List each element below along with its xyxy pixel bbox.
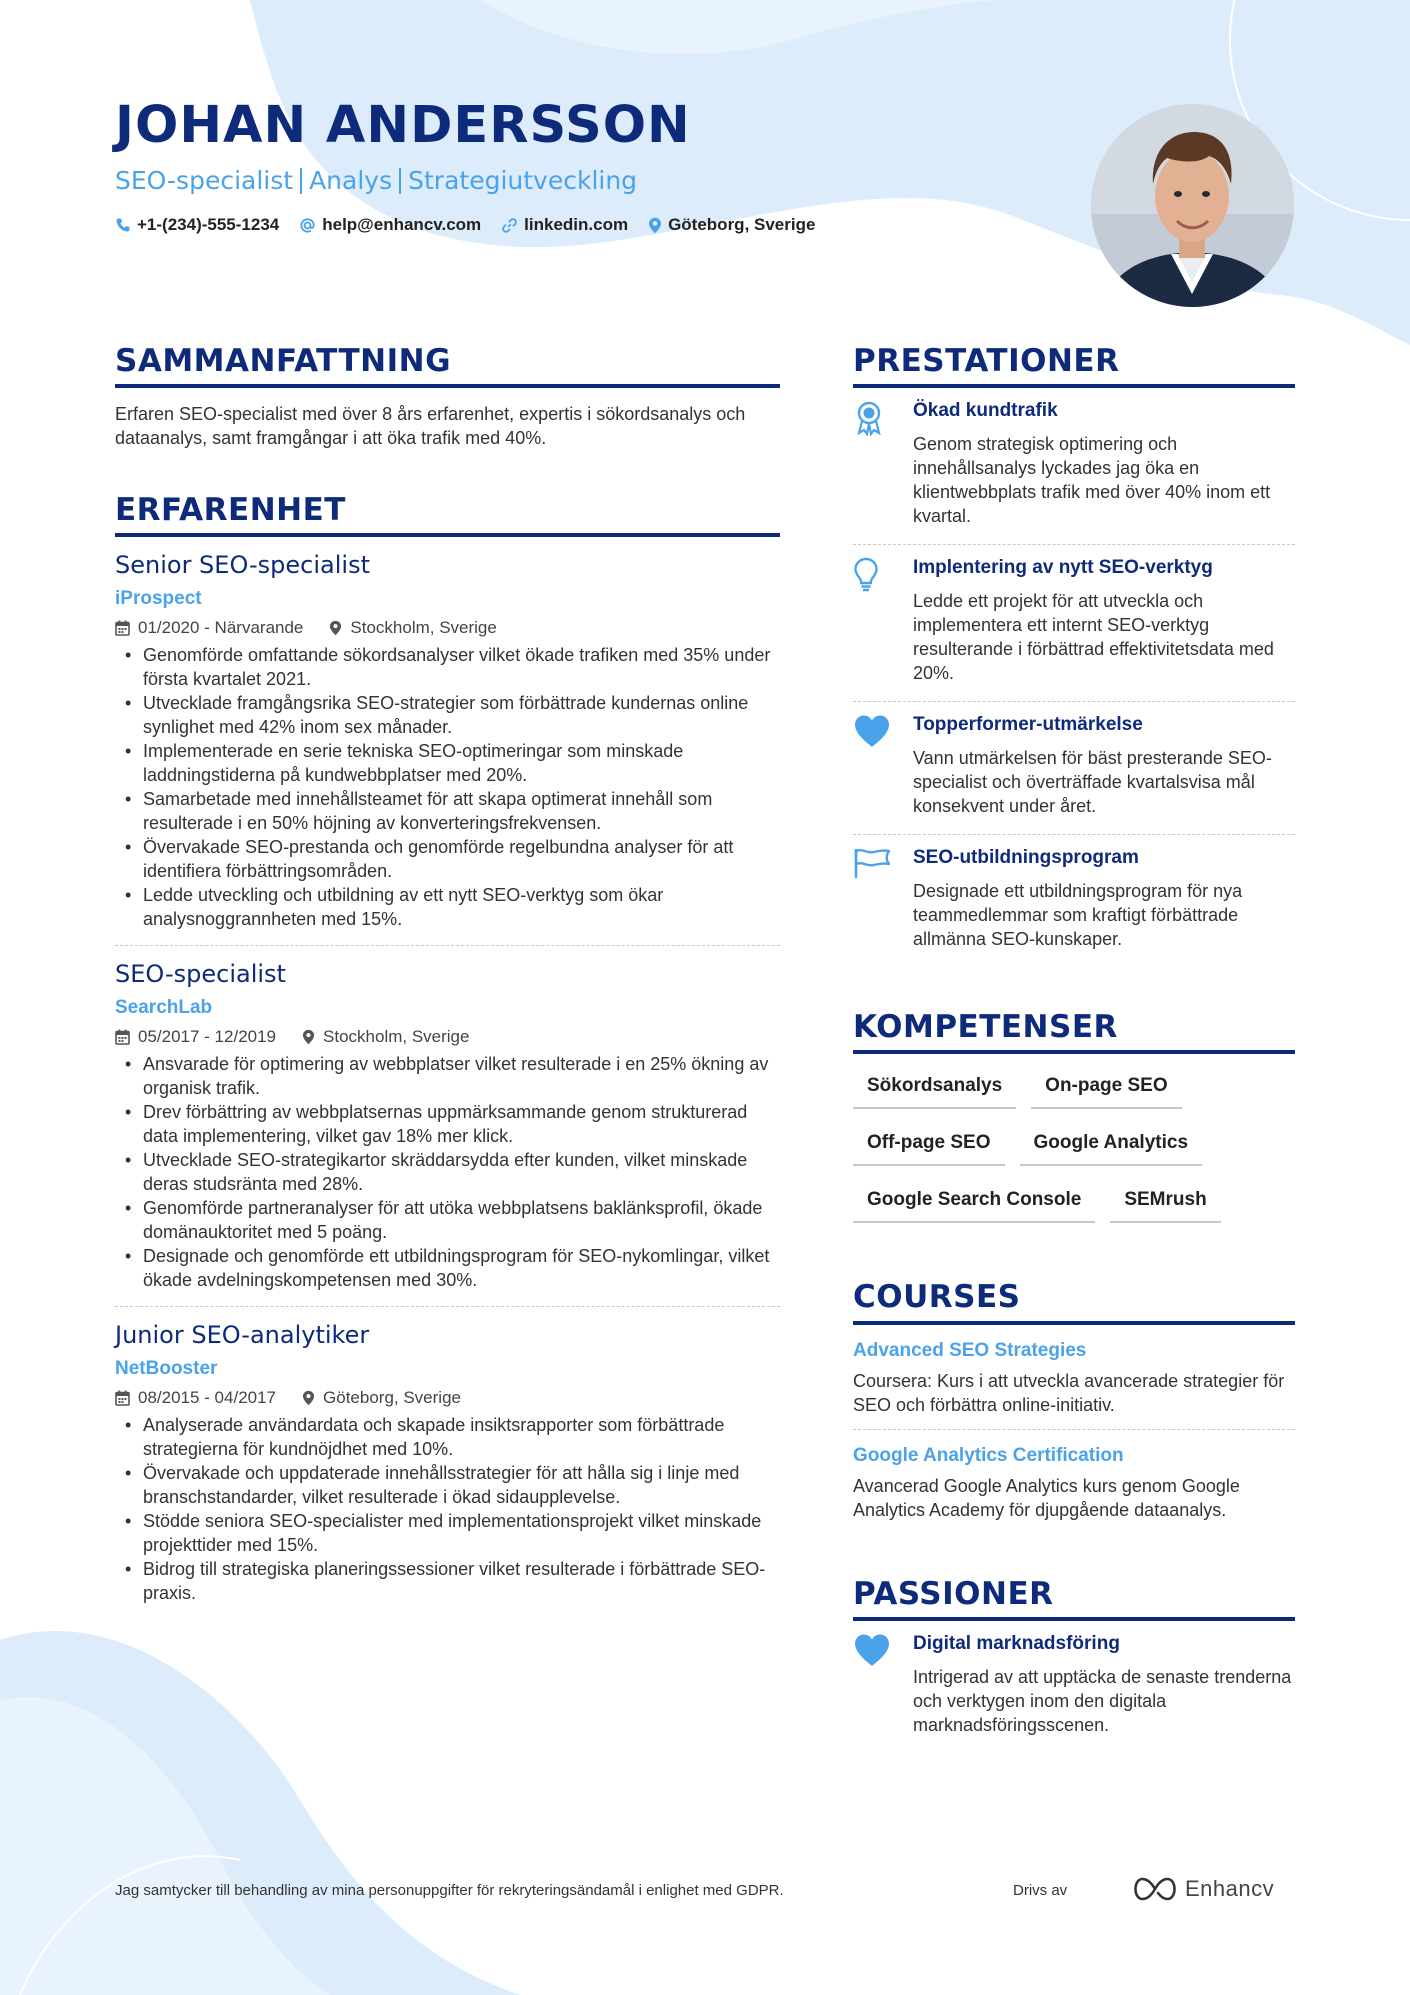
headline	[115, 166, 1065, 195]
date-range: 05/2017 - 12/2019	[138, 1027, 277, 1047]
achievement-icon-wrap	[853, 555, 913, 685]
skill-tag: Off-page SEO	[853, 1123, 1005, 1166]
profile-photo	[1091, 104, 1294, 307]
bullet-item: • Stödde seniora SEO-specialister med implementationsprojekt vilket minskade projekttider med 15%.	[115, 1509, 780, 1557]
candidate-name: JOHAN ANDERSSON	[115, 96, 691, 155]
resume-header	[115, 98, 1065, 235]
passion-item	[853, 1621, 1295, 1753]
location-pin-icon	[329, 620, 342, 636]
company-name: SearchLab	[115, 997, 213, 1019]
email-address: help@enhancv.com	[322, 215, 482, 235]
summary-text: Erfaren SEO-specialist med över 8 års erfarenhet, expertis i sökordsanalys och dataanalys, samt framgångar i att öka trafik med 40%.	[115, 404, 746, 449]
contact-email[interactable]	[299, 215, 481, 235]
job-bullets	[115, 643, 780, 931]
passion-text: Intrigerad av att upptäcka de senaste trenderna och verktygen inom den digitala marknadsföringsscenen.	[913, 1666, 1292, 1735]
calendar-icon	[115, 1029, 130, 1045]
job-location	[302, 1387, 461, 1409]
course-text: Coursera: Kurs i att utveckla avancerade strategier för SEO och förbättra online-initiativ.	[853, 1370, 1285, 1415]
phone-number: +1-(234)-555-1234	[137, 215, 280, 235]
achievement-title: Ökad kundtrafik	[913, 400, 1058, 422]
bullet-item: • Övervakade och uppdaterade innehållsstrategier för att hålla sig i linje med branschstandarder, vilket resulterade i ökad sidaupplevelse.	[115, 1461, 780, 1509]
heart-icon	[853, 1633, 891, 1667]
bullet-item: • Designade och genomförde ett utbildningsprogram för SEO-nykomlingar, vilket ökade avdelningskompetensen med 30%.	[115, 1244, 780, 1292]
achievement-content	[913, 398, 1295, 528]
calendar-icon	[115, 1390, 130, 1406]
courses-section	[853, 1279, 1295, 1533]
job-meta	[115, 617, 780, 639]
achievement-item	[853, 545, 1295, 702]
achievement-text: Designade ett utbildningsprogram för nya teammedlemmar som kraftigt förbättrade allmänna SEO-kunskaper.	[913, 881, 1243, 950]
job-meta	[115, 1026, 780, 1048]
job-bullets	[115, 1413, 780, 1605]
skill-tag: Google Search Console	[853, 1180, 1095, 1223]
skill-tag: Sökordsanalys	[853, 1066, 1016, 1109]
calendar-icon	[115, 620, 130, 636]
bullet-item: • Ledde utveckling och utbildning av ett nytt SEO-verktyg som ökar analysnoggrannheten med 15%.	[115, 883, 780, 931]
skills-heading: KOMPETENSER	[853, 1009, 1295, 1054]
job-meta	[115, 1387, 780, 1409]
location-text: Stockholm, Sverige	[323, 1027, 470, 1047]
right-column	[853, 343, 1295, 1795]
achievement-text: Ledde ett projekt för att utveckla och implementera ett internt SEO-verktyg resulterande i förbättrad effektivitetsdata med 20%.	[913, 591, 1274, 684]
passions-heading: PASSIONER	[853, 1576, 1295, 1621]
skill-tag: Google Analytics	[1020, 1123, 1203, 1166]
achievement-icon-wrap	[853, 712, 913, 818]
achievement-content	[913, 845, 1295, 951]
contact-phone[interactable]	[115, 215, 279, 235]
left-column	[115, 343, 780, 1619]
summary-section	[115, 343, 780, 450]
job-entry	[115, 549, 780, 946]
achievements-heading: PRESTATIONER	[853, 343, 1295, 388]
bullet-item: • Analyserade användardata och skapade insiktsrapporter som förbättrade strategierna för kundnöjdhet med 10%.	[115, 1413, 780, 1461]
achievement-item	[853, 835, 1295, 967]
headline-role: Analys	[309, 166, 393, 196]
skills-list	[853, 1066, 1295, 1237]
link-icon	[501, 217, 518, 234]
job-title: Senior SEO-specialist	[115, 551, 370, 580]
at-sign-icon	[299, 217, 316, 234]
contact-linkedin[interactable]	[501, 215, 628, 235]
contact-info	[115, 215, 1065, 235]
achievement-title: SEO-utbildningsprogram	[913, 847, 1139, 869]
achievement-text: Genom strategisk optimering och innehållsanalys lyckades jag öka en klientwebbplats trafik med över 40% inom ett kvartal.	[913, 434, 1271, 527]
company-name: NetBooster	[115, 1358, 218, 1380]
job-bullets	[115, 1052, 780, 1292]
job-title: SEO-specialist	[115, 960, 286, 989]
achievement-title: Implentering av nytt SEO-verktyg	[913, 557, 1213, 579]
courses-heading: COURSES	[853, 1279, 1295, 1324]
powered-by-label: Drivs av	[1013, 1882, 1068, 1899]
portrait-image	[1091, 104, 1294, 307]
course-title: Google Analytics Certification	[853, 1444, 1124, 1466]
company-name: iProspect	[115, 588, 202, 610]
infinity-logo-icon	[1133, 1876, 1177, 1902]
bullet-item: • Genomförde omfattande sökordsanalyser vilket ökade trafiken med 35% under första kvartalet 2021.	[115, 643, 780, 691]
location-pin-icon	[648, 217, 662, 234]
headline-separator	[399, 168, 401, 194]
job-dates	[115, 1387, 276, 1409]
job-entry	[115, 1319, 780, 1619]
skills-section	[853, 1009, 1295, 1237]
bullet-item: • Utvecklade SEO-strategikartor skräddarsydda efter kunden, vilket minskade deras studsränta med 28%.	[115, 1148, 780, 1196]
achievement-title: Topperformer-utmärkelse	[913, 714, 1143, 736]
date-range: 01/2020 - Närvarande	[138, 618, 304, 638]
gdpr-consent-text: Jag samtycker till behandling av mina personuppgifter för rekryteringsändamål i enlighet med GDPR.	[115, 1882, 784, 1899]
course-item	[853, 1430, 1295, 1534]
job-dates	[115, 617, 303, 639]
heart-icon	[853, 714, 891, 748]
phone-icon	[115, 217, 131, 233]
passions-section	[853, 1576, 1295, 1753]
contact-location	[648, 215, 815, 235]
passion-title: Digital marknadsföring	[913, 1632, 1120, 1654]
location-text: Göteborg, Sverige	[668, 215, 816, 235]
achievement-item	[853, 388, 1295, 545]
date-range: 08/2015 - 04/2017	[138, 1388, 277, 1408]
linkedin-url: linkedin.com	[524, 215, 629, 235]
experience-heading: ERFARENHET	[115, 492, 780, 537]
footer	[115, 1876, 1295, 1901]
passion-icon-wrap	[853, 1631, 913, 1737]
skill-tag: On-page SEO	[1031, 1066, 1181, 1109]
bullet-item: • Ansvarade för optimering av webbplatser vilket resulterade i en 25% ökning av organisk trafik.	[115, 1052, 780, 1100]
achievement-icon-wrap	[853, 845, 913, 951]
achievement-content	[913, 555, 1295, 685]
bullet-item: • Implementerade en serie tekniska SEO-optimeringar som minskade laddningstiderna på kundwebbplatser med 20%.	[115, 739, 780, 787]
bullet-item: • Utvecklade framgångsrika SEO-strategier som förbättrade kundernas online synlighet med 42% inom sex månader.	[115, 691, 780, 739]
achievement-icon-wrap	[853, 398, 913, 528]
headline-separator	[300, 168, 302, 194]
job-location	[329, 617, 496, 639]
bullet-item: • Drev förbättring av webbplatsernas uppmärksammande genom strukturerad data implementering, vilket gav 18% mer klick.	[115, 1100, 780, 1148]
achievements-section	[853, 343, 1295, 967]
skill-tag: SEMrush	[1110, 1180, 1220, 1223]
achievement-content	[913, 712, 1295, 818]
bullet-item: • Samarbetade med innehållsteamet för att skapa optimerat innehåll som resulterade i en 50% höjning av konverteringsfrekvensen.	[115, 787, 780, 835]
lightbulb-icon	[853, 557, 879, 593]
experience-section	[115, 492, 780, 1619]
achievement-item	[853, 702, 1295, 835]
job-location	[302, 1026, 469, 1048]
location-text: Göteborg, Sverige	[323, 1388, 461, 1408]
bullet-item: • Övervakade SEO-prestanda och genomförde regelbundna analyser för att identifiera förbättringsområden.	[115, 835, 780, 883]
course-text: Avancerad Google Analytics kurs genom Google Analytics Academy för djupgående dataanalys.	[853, 1475, 1240, 1520]
bullet-item: • Bidrog till strategiska planeringssessioner vilket resulterade i förbättrade SEO-praxis.	[115, 1557, 780, 1605]
bullet-item: • Genomförde partneranalyser för att utöka webbplatsens baklänksprofil, ökade domänauktoritet med 5 poäng.	[115, 1196, 780, 1244]
location-text: Stockholm, Sverige	[350, 618, 497, 638]
headline-role: SEO-specialist	[115, 166, 294, 196]
location-pin-icon	[302, 1390, 315, 1406]
course-title: Advanced SEO Strategies	[853, 1339, 1087, 1361]
award-ribbon-icon	[853, 400, 885, 436]
headline-role: Strategiutveckling	[408, 166, 638, 196]
flag-icon	[853, 847, 891, 879]
job-entry	[115, 958, 780, 1307]
brand-name: Enhancv	[1185, 1876, 1275, 1901]
summary-heading: SAMMANFATTNING	[115, 343, 780, 388]
job-title: Junior SEO-analytiker	[115, 1321, 370, 1350]
job-dates	[115, 1026, 276, 1048]
enhancv-logo[interactable]	[1133, 1876, 1274, 1902]
achievement-text: Vann utmärkelsen för bäst presterande SEO-specialist och överträffade kvartalsvisa mål konsekvent under året.	[913, 748, 1272, 817]
location-pin-icon	[302, 1029, 315, 1045]
course-item	[853, 1325, 1295, 1430]
passion-content	[913, 1631, 1295, 1737]
